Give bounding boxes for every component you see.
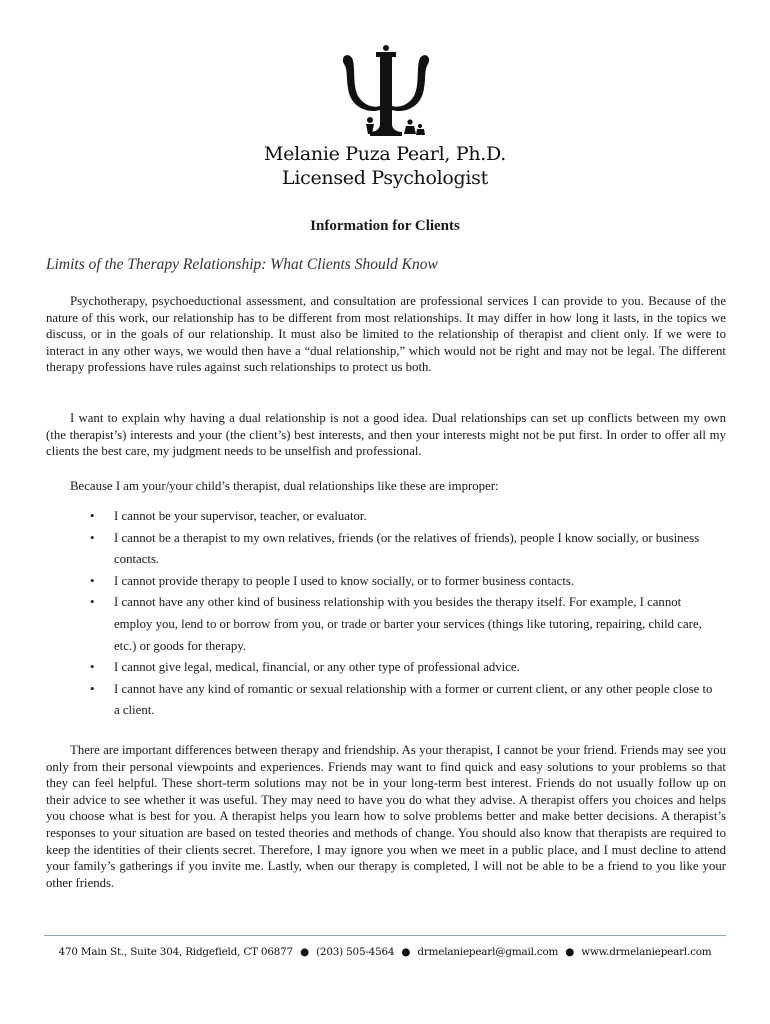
paragraph-intro: Psychotherapy, psychoeductional assessment, and consultation are professional services I can provide to you. Because of the nature of this work, our relationship has to be different from most relationships. It may differ in how long it lasts, in the topics we discuss, or in the goals of our relationship. It must also be limited to the relationship of therapist and client only. If we were to interact in any other ways, we would then have a “dual relationship,” which would not be right and may not be legal. The different therapy professions have rules against such relationships to protect us both.	[46, 294, 726, 375]
separator-dot-icon: ●	[401, 946, 411, 958]
list-item-text: I cannot have any kind of romantic or sexual relationship with a former or current client, or any other people close to a client.	[114, 681, 713, 718]
letterhead-title: Licensed Psychologist	[282, 167, 488, 189]
bullet-icon: •	[90, 509, 95, 523]
list-item-text: I cannot give legal, medical, financial, or any other type of professional advice.	[114, 660, 520, 675]
footer-address: 470 Main St., Suite 304, Ridgefield, CT 06877	[58, 946, 293, 958]
list-item	[46, 657, 726, 679]
list-item	[46, 506, 726, 528]
paragraph-therapy-vs-friendship: There are important differences between therapy and friendship. As your therapist, I cannot be your friend. Friends may see you only from their personal viewpoints and experiences. Friends may want to find quick and easy solutions to your problems so that they can feel helpful. These short-term solutions may not be in your long-term best interest. Friends do not usually follow up on their advice to see whether it was useful. They may need to have you do what they advise. A therapist offers you choices and helps you choose what is best for you. A therapist helps you learn how to solve problems better and make better decisions. A therapist’s responses to your situation are based on tested theories and methods of change. You should also know that therapists are required to keep the identities of their clients secret. Therefore, I may ignore you when we meet in a public place, and I must decline to attend your family’s gatherings if you invite me. Lastly, when our therapy is completed, I will not be able to be a friend to you like your other friends.	[46, 743, 726, 890]
footer-website: www.drmelaniepearl.com	[581, 946, 712, 958]
document-title: Information for Clients	[310, 218, 460, 234]
bullet-icon: •	[90, 530, 95, 545]
footer-contact	[0, 946, 770, 958]
list-item-text: I cannot be your supervisor, teacher, or evaluator.	[114, 509, 367, 523]
list-item-text: I cannot have any other kind of business relationship with you besides the therapy itself. For example, I cannot employ you, lend to or borrow from you, or trade or barter your services (things like tutoring, repairing, child care, etc.) or goods for therapy.	[114, 595, 702, 653]
list-item	[46, 592, 726, 657]
separator-dot-icon: ●	[565, 946, 575, 958]
psi-symbol-icon	[336, 44, 436, 140]
list-item-text: I cannot provide therapy to people I used to know socially, or to former business contacts.	[114, 573, 575, 588]
section-heading: Limits of the Therapy Relationship: What Clients Should Know	[46, 256, 438, 273]
bullet-icon: •	[90, 660, 95, 675]
list-item	[46, 571, 726, 593]
footer-phone: (203) 505-4564	[316, 946, 395, 958]
bullet-icon: •	[90, 681, 95, 696]
footer-email: drmelaniepearl@gmail.com	[417, 946, 559, 958]
footer-divider	[44, 935, 726, 936]
improper-relationships-list	[46, 506, 726, 722]
paragraph-dual-relationship: I want to explain why having a dual relationship is not a good idea. Dual relationships can set up conflicts between my own (the therapist’s) interests and your (the client’s) best interests, and then your interests might not be put first. In order to offer all my clients the best care, my judgment needs to be unselfish and professional.	[46, 411, 726, 459]
letterhead-name: Melanie Puza Pearl, Ph.D.	[264, 143, 506, 165]
list-item	[46, 528, 726, 571]
bullet-icon: •	[90, 595, 95, 610]
list-item	[46, 679, 726, 722]
paragraph-improper-intro: Because I am your/your child’s therapist, dual relationships like these are improper:	[70, 479, 499, 493]
list-item-text: I cannot be a therapist to my own relatives, friends (or the relatives of friends), people I know socially, or business contacts.	[114, 530, 700, 567]
separator-dot-icon: ●	[300, 946, 309, 958]
bullet-icon: •	[90, 573, 95, 588]
